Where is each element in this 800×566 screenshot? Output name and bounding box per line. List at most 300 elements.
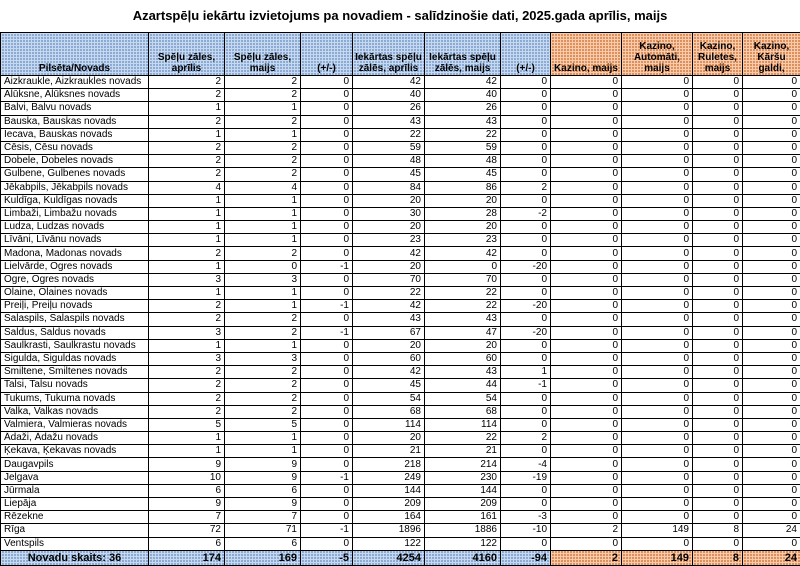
header-casino-automats: Kazino, Automāti, maijs <box>622 33 693 76</box>
cell-halls-may: 1 <box>225 445 301 458</box>
cell-halls-april: 2 <box>149 247 225 260</box>
cell-devices-april: 68 <box>353 405 425 418</box>
cell-city: Cēsis, Cēsu novads <box>1 141 149 154</box>
cell-casino-roulettes: 0 <box>693 260 743 273</box>
cell-devices-april: 42 <box>353 300 425 313</box>
cell-devices-april: 22 <box>353 128 425 141</box>
cell-city: Alūksne, Alūksnes novads <box>1 89 149 102</box>
cell-halls-may: 1 <box>225 207 301 220</box>
cell-casino-card-tables: 0 <box>743 194 800 207</box>
cell-halls-diff: 0 <box>301 128 353 141</box>
cell-casino-may: 0 <box>551 207 622 220</box>
cell-halls-april: 1 <box>149 339 225 352</box>
cell-devices-may: 22 <box>425 128 501 141</box>
cell-devices-diff: 0 <box>501 537 551 550</box>
cell-casino-roulettes: 0 <box>693 418 743 431</box>
cell-devices-may: 28 <box>425 207 501 220</box>
cell-halls-april: 2 <box>149 155 225 168</box>
cell-halls-diff: 0 <box>301 379 353 392</box>
cell-casino-may: 0 <box>551 511 622 524</box>
cell-devices-diff: 0 <box>501 221 551 234</box>
cell-halls-may: 4 <box>225 181 301 194</box>
cell-halls-may: 5 <box>225 418 301 431</box>
cell-devices-may: 70 <box>425 273 501 286</box>
table-row <box>1 352 800 365</box>
cell-halls-may: 1 <box>225 432 301 445</box>
cell-devices-may: 0 <box>425 260 501 273</box>
cell-casino-automats: 0 <box>622 194 693 207</box>
cell-casino-automats: 0 <box>622 181 693 194</box>
cell-halls-diff: 0 <box>301 339 353 352</box>
cell-halls-may: 0 <box>225 260 301 273</box>
cell-devices-diff: -20 <box>501 260 551 273</box>
cell-casino-automats: 0 <box>622 498 693 511</box>
cell-halls-april: 1 <box>149 194 225 207</box>
cell-casino-card-tables: 0 <box>743 273 800 286</box>
header-devices-may: Iekārtas spēļu zālēs, maijs <box>425 33 501 76</box>
cell-devices-april: 20 <box>353 221 425 234</box>
cell-devices-may: 122 <box>425 537 501 550</box>
cell-devices-april: 20 <box>353 194 425 207</box>
cell-halls-may: 1 <box>225 287 301 300</box>
cell-halls-april: 72 <box>149 524 225 537</box>
cell-casino-roulettes: 0 <box>693 326 743 339</box>
total-devices-may: 4160 <box>425 550 501 565</box>
cell-halls-diff: 0 <box>301 181 353 194</box>
cell-casino-card-tables: 0 <box>743 445 800 458</box>
cell-city: Ādaži, Ādažu novads <box>1 432 149 445</box>
cell-devices-april: 144 <box>353 484 425 497</box>
cell-casino-card-tables: 0 <box>743 221 800 234</box>
cell-casino-roulettes: 0 <box>693 234 743 247</box>
cell-casino-roulettes: 0 <box>693 432 743 445</box>
table-row <box>1 287 800 300</box>
cell-city: Rīga <box>1 524 149 537</box>
header-halls-may: Spēļu zāles, maijs <box>225 33 301 76</box>
table-row <box>1 89 800 102</box>
cell-casino-may: 0 <box>551 155 622 168</box>
cell-casino-may: 0 <box>551 471 622 484</box>
cell-halls-diff: 0 <box>301 484 353 497</box>
header-city: Pilsēta/Novads <box>1 33 149 76</box>
header-row <box>1 33 800 76</box>
cell-casino-may: 0 <box>551 392 622 405</box>
table-row <box>1 247 800 260</box>
cell-casino-card-tables: 0 <box>743 247 800 260</box>
cell-devices-april: 70 <box>353 273 425 286</box>
cell-casino-roulettes: 0 <box>693 471 743 484</box>
cell-casino-may: 0 <box>551 234 622 247</box>
cell-casino-roulettes: 0 <box>693 300 743 313</box>
cell-casino-automats: 0 <box>622 511 693 524</box>
cell-casino-automats: 0 <box>622 471 693 484</box>
cell-devices-may: 43 <box>425 313 501 326</box>
cell-devices-diff: 0 <box>501 445 551 458</box>
total-halls-april: 174 <box>149 550 225 565</box>
cell-devices-april: 60 <box>353 352 425 365</box>
cell-city: Ludza, Ludzas novads <box>1 221 149 234</box>
cell-city: Iecava, Bauskas novads <box>1 128 149 141</box>
cell-casino-automats: 0 <box>622 352 693 365</box>
cell-halls-may: 1 <box>225 300 301 313</box>
cell-halls-may: 3 <box>225 352 301 365</box>
cell-casino-automats: 0 <box>622 155 693 168</box>
cell-halls-may: 1 <box>225 221 301 234</box>
cell-casino-automats: 0 <box>622 89 693 102</box>
cell-casino-roulettes: 0 <box>693 168 743 181</box>
cell-casino-may: 0 <box>551 537 622 550</box>
cell-casino-may: 0 <box>551 352 622 365</box>
cell-casino-automats: 0 <box>622 405 693 418</box>
cell-halls-april: 1 <box>149 260 225 273</box>
total-devices-april: 4254 <box>353 550 425 565</box>
cell-halls-april: 2 <box>149 141 225 154</box>
total-casino-may: 2 <box>551 550 622 565</box>
cell-devices-april: 209 <box>353 498 425 511</box>
cell-casino-may: 0 <box>551 445 622 458</box>
cell-halls-diff: 0 <box>301 537 353 550</box>
cell-devices-diff: 0 <box>501 392 551 405</box>
cell-halls-may: 2 <box>225 379 301 392</box>
cell-devices-diff: 0 <box>501 247 551 260</box>
cell-devices-diff: 0 <box>501 76 551 89</box>
cell-devices-april: 23 <box>353 234 425 247</box>
cell-devices-diff: 0 <box>501 115 551 128</box>
cell-casino-roulettes: 0 <box>693 498 743 511</box>
cell-halls-april: 7 <box>149 511 225 524</box>
cell-devices-may: 59 <box>425 141 501 154</box>
cell-devices-diff: 1 <box>501 366 551 379</box>
cell-casino-card-tables: 0 <box>743 300 800 313</box>
cell-halls-april: 6 <box>149 537 225 550</box>
cell-casino-automats: 0 <box>622 432 693 445</box>
cell-halls-april: 2 <box>149 313 225 326</box>
cell-devices-diff: 0 <box>501 273 551 286</box>
cell-casino-roulettes: 0 <box>693 366 743 379</box>
table-row <box>1 221 800 234</box>
cell-devices-april: 42 <box>353 76 425 89</box>
cell-casino-automats: 0 <box>622 234 693 247</box>
cell-casino-roulettes: 0 <box>693 339 743 352</box>
cell-devices-april: 20 <box>353 260 425 273</box>
cell-city: Rēzekne <box>1 511 149 524</box>
header-devices-april: Iekārtas spēļu zālēs, aprīlis <box>353 33 425 76</box>
cell-halls-diff: -1 <box>301 260 353 273</box>
cell-halls-april: 4 <box>149 181 225 194</box>
cell-devices-may: 21 <box>425 445 501 458</box>
total-casino-automats: 149 <box>622 550 693 565</box>
cell-devices-diff: -19 <box>501 471 551 484</box>
cell-city: Aizkraukle, Aizkraukles novads <box>1 76 149 89</box>
cell-casino-may: 0 <box>551 366 622 379</box>
cell-casino-may: 0 <box>551 194 622 207</box>
cell-devices-may: 86 <box>425 181 501 194</box>
cell-devices-may: 48 <box>425 155 501 168</box>
cell-devices-may: 230 <box>425 471 501 484</box>
cell-casino-card-tables: 0 <box>743 128 800 141</box>
cell-casino-card-tables: 0 <box>743 181 800 194</box>
cell-casino-card-tables: 0 <box>743 89 800 102</box>
table-row <box>1 155 800 168</box>
cell-halls-may: 2 <box>225 168 301 181</box>
cell-casino-roulettes: 0 <box>693 141 743 154</box>
table-row <box>1 405 800 418</box>
cell-casino-card-tables: 0 <box>743 418 800 431</box>
cell-devices-diff: -20 <box>501 326 551 339</box>
cell-casino-card-tables: 0 <box>743 102 800 115</box>
cell-casino-automats: 0 <box>622 313 693 326</box>
cell-halls-may: 2 <box>225 89 301 102</box>
header-casino-roulettes: Kazino, Ruletes, maijs <box>693 33 743 76</box>
cell-casino-roulettes: 0 <box>693 115 743 128</box>
cell-casino-card-tables: 0 <box>743 326 800 339</box>
cell-casino-card-tables: 0 <box>743 484 800 497</box>
cell-casino-may: 0 <box>551 76 622 89</box>
cell-halls-may: 1 <box>225 194 301 207</box>
table-row <box>1 432 800 445</box>
cell-devices-april: 249 <box>353 471 425 484</box>
cell-halls-diff: 0 <box>301 405 353 418</box>
cell-casino-may: 0 <box>551 339 622 352</box>
cell-casino-roulettes: 0 <box>693 207 743 220</box>
cell-casino-card-tables: 0 <box>743 537 800 550</box>
table-row <box>1 181 800 194</box>
cell-devices-diff: 0 <box>501 89 551 102</box>
gambling-devices-table <box>0 32 800 566</box>
cell-city: Salaspils, Salaspils novads <box>1 313 149 326</box>
cell-casino-roulettes: 0 <box>693 352 743 365</box>
cell-casino-roulettes: 0 <box>693 458 743 471</box>
table-row <box>1 511 800 524</box>
header-halls-april: Spēļu zāles, aprīlis <box>149 33 225 76</box>
cell-halls-diff: 0 <box>301 445 353 458</box>
cell-devices-may: 42 <box>425 76 501 89</box>
cell-casino-may: 0 <box>551 181 622 194</box>
cell-casino-card-tables: 0 <box>743 392 800 405</box>
cell-halls-may: 2 <box>225 247 301 260</box>
cell-casino-roulettes: 0 <box>693 221 743 234</box>
cell-halls-diff: 0 <box>301 155 353 168</box>
cell-halls-may: 7 <box>225 511 301 524</box>
cell-casino-card-tables: 0 <box>743 168 800 181</box>
cell-halls-diff: 0 <box>301 247 353 260</box>
cell-casino-card-tables: 0 <box>743 155 800 168</box>
cell-halls-may: 9 <box>225 471 301 484</box>
cell-halls-may: 2 <box>225 76 301 89</box>
table-row <box>1 392 800 405</box>
cell-devices-april: 40 <box>353 89 425 102</box>
cell-halls-diff: 0 <box>301 273 353 286</box>
cell-halls-may: 6 <box>225 537 301 550</box>
cell-casino-roulettes: 0 <box>693 128 743 141</box>
cell-city: Ogre, Ogres novads <box>1 273 149 286</box>
cell-casino-roulettes: 0 <box>693 445 743 458</box>
cell-devices-diff: -3 <box>501 511 551 524</box>
cell-casino-may: 0 <box>551 141 622 154</box>
cell-casino-may: 0 <box>551 458 622 471</box>
cell-city: Talsi, Talsu novads <box>1 379 149 392</box>
cell-devices-diff: 0 <box>501 352 551 365</box>
cell-devices-diff: 0 <box>501 287 551 300</box>
cell-devices-may: 1886 <box>425 524 501 537</box>
cell-casino-card-tables: 0 <box>743 498 800 511</box>
cell-devices-diff: -1 <box>501 379 551 392</box>
table-row <box>1 471 800 484</box>
cell-devices-diff: 0 <box>501 498 551 511</box>
cell-devices-april: 45 <box>353 168 425 181</box>
cell-devices-april: 45 <box>353 379 425 392</box>
cell-halls-may: 2 <box>225 141 301 154</box>
cell-casino-may: 2 <box>551 524 622 537</box>
total-halls-may: 169 <box>225 550 301 565</box>
cell-casino-automats: 0 <box>622 260 693 273</box>
table-row <box>1 339 800 352</box>
cell-halls-april: 9 <box>149 458 225 471</box>
cell-casino-automats: 0 <box>622 366 693 379</box>
cell-casino-automats: 0 <box>622 102 693 115</box>
cell-casino-roulettes: 0 <box>693 379 743 392</box>
cell-city: Saulkrasti, Saulkrastu novads <box>1 339 149 352</box>
cell-halls-may: 2 <box>225 155 301 168</box>
cell-casino-may: 0 <box>551 89 622 102</box>
cell-devices-may: 22 <box>425 287 501 300</box>
cell-devices-may: 161 <box>425 511 501 524</box>
cell-halls-diff: 0 <box>301 76 353 89</box>
cell-halls-april: 1 <box>149 287 225 300</box>
cell-devices-may: 20 <box>425 221 501 234</box>
cell-halls-may: 2 <box>225 392 301 405</box>
cell-casino-may: 0 <box>551 260 622 273</box>
cell-devices-april: 218 <box>353 458 425 471</box>
cell-city: Liepāja <box>1 498 149 511</box>
cell-casino-card-tables: 0 <box>743 287 800 300</box>
cell-halls-diff: 0 <box>301 89 353 102</box>
cell-casino-card-tables: 0 <box>743 458 800 471</box>
cell-halls-april: 1 <box>149 445 225 458</box>
cell-halls-diff: 0 <box>301 313 353 326</box>
cell-casino-roulettes: 0 <box>693 405 743 418</box>
cell-casino-card-tables: 24 <box>743 524 800 537</box>
cell-devices-april: 20 <box>353 432 425 445</box>
cell-halls-diff: -1 <box>301 326 353 339</box>
cell-halls-may: 9 <box>225 498 301 511</box>
cell-casino-automats: 149 <box>622 524 693 537</box>
table-row <box>1 102 800 115</box>
cell-halls-april: 2 <box>149 379 225 392</box>
cell-halls-diff: 0 <box>301 458 353 471</box>
cell-devices-diff: 0 <box>501 168 551 181</box>
total-label: Novadu skaits: 36 <box>1 550 149 565</box>
cell-devices-diff: 0 <box>501 194 551 207</box>
cell-halls-april: 2 <box>149 366 225 379</box>
cell-halls-april: 5 <box>149 418 225 431</box>
header-halls-diff: (+/-) <box>301 33 353 76</box>
cell-devices-diff: 0 <box>501 155 551 168</box>
cell-devices-diff: -20 <box>501 300 551 313</box>
cell-devices-april: 26 <box>353 102 425 115</box>
cell-devices-may: 44 <box>425 379 501 392</box>
table-row <box>1 207 800 220</box>
cell-devices-april: 43 <box>353 115 425 128</box>
cell-casino-may: 0 <box>551 498 622 511</box>
cell-city: Ventspils <box>1 537 149 550</box>
cell-devices-april: 30 <box>353 207 425 220</box>
cell-casino-roulettes: 0 <box>693 181 743 194</box>
cell-devices-april: 54 <box>353 392 425 405</box>
cell-city: Lielvārde, Ogres novads <box>1 260 149 273</box>
cell-halls-may: 1 <box>225 128 301 141</box>
cell-halls-diff: 0 <box>301 418 353 431</box>
cell-casino-card-tables: 0 <box>743 260 800 273</box>
cell-casino-card-tables: 0 <box>743 207 800 220</box>
table-body <box>1 76 800 551</box>
cell-casino-automats: 0 <box>622 76 693 89</box>
table-row <box>1 484 800 497</box>
cell-halls-diff: 0 <box>301 102 353 115</box>
cell-halls-diff: 0 <box>301 352 353 365</box>
cell-city: Bauska, Bauskas novads <box>1 115 149 128</box>
cell-devices-may: 214 <box>425 458 501 471</box>
table-row <box>1 524 800 537</box>
cell-devices-diff: 0 <box>501 102 551 115</box>
cell-devices-may: 22 <box>425 300 501 313</box>
cell-casino-card-tables: 0 <box>743 339 800 352</box>
cell-halls-april: 2 <box>149 89 225 102</box>
cell-halls-diff: 0 <box>301 234 353 247</box>
cell-devices-diff: 2 <box>501 181 551 194</box>
cell-casino-card-tables: 0 <box>743 352 800 365</box>
table-row <box>1 458 800 471</box>
cell-casino-automats: 0 <box>622 168 693 181</box>
cell-city: Jūrmala <box>1 484 149 497</box>
cell-devices-diff: 0 <box>501 405 551 418</box>
cell-halls-diff: 0 <box>301 221 353 234</box>
cell-city: Sigulda, Siguldas novads <box>1 352 149 365</box>
cell-halls-may: 2 <box>225 115 301 128</box>
cell-devices-diff: 0 <box>501 234 551 247</box>
cell-casino-roulettes: 0 <box>693 511 743 524</box>
table-row <box>1 234 800 247</box>
cell-casino-roulettes: 0 <box>693 102 743 115</box>
cell-halls-april: 6 <box>149 484 225 497</box>
cell-devices-may: 209 <box>425 498 501 511</box>
cell-casino-may: 0 <box>551 273 622 286</box>
cell-devices-may: 114 <box>425 418 501 431</box>
cell-casino-automats: 0 <box>622 273 693 286</box>
header-casino-may: Kazino, maijs <box>551 33 622 76</box>
cell-halls-april: 2 <box>149 115 225 128</box>
cell-city: Saldus, Saldus novads <box>1 326 149 339</box>
cell-city: Dobele, Dobeles novads <box>1 155 149 168</box>
cell-city: Jēkabpils, Jēkabpils novads <box>1 181 149 194</box>
cell-casino-roulettes: 0 <box>693 247 743 260</box>
cell-halls-april: 3 <box>149 352 225 365</box>
cell-halls-may: 1 <box>225 234 301 247</box>
cell-devices-may: 20 <box>425 339 501 352</box>
table-row <box>1 313 800 326</box>
cell-devices-april: 21 <box>353 445 425 458</box>
cell-devices-diff: -4 <box>501 458 551 471</box>
table-row <box>1 326 800 339</box>
cell-devices-may: 54 <box>425 392 501 405</box>
cell-casino-card-tables: 0 <box>743 471 800 484</box>
header-devices-diff: (+/-) <box>501 33 551 76</box>
cell-casino-may: 0 <box>551 405 622 418</box>
table-row <box>1 300 800 313</box>
cell-casino-automats: 0 <box>622 115 693 128</box>
cell-casino-automats: 0 <box>622 484 693 497</box>
cell-casino-roulettes: 0 <box>693 273 743 286</box>
